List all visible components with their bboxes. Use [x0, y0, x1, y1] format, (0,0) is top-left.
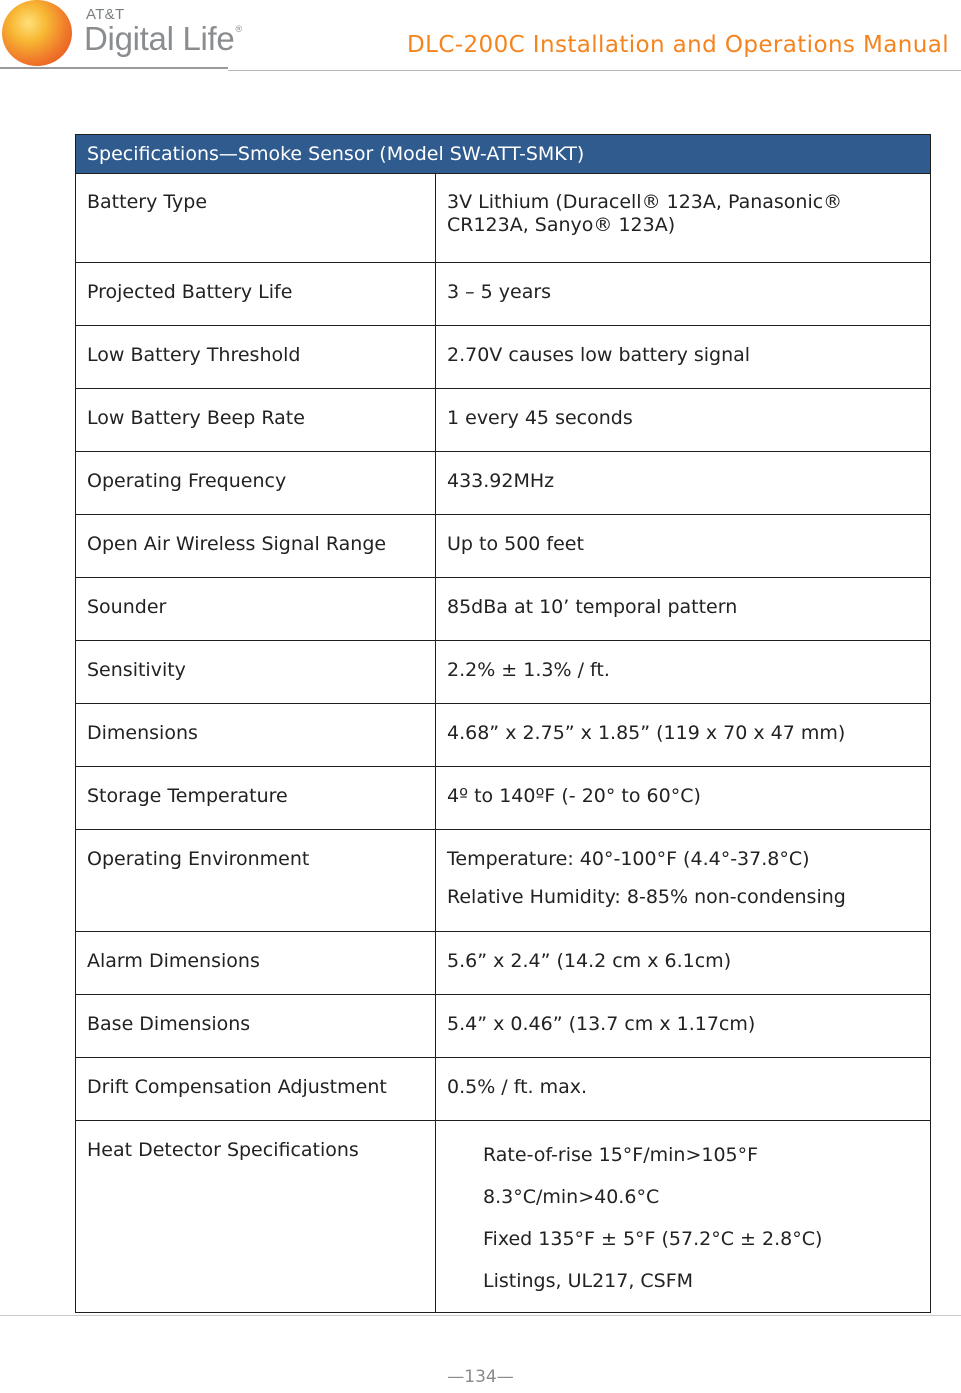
table-row	[76, 641, 931, 704]
spec-value	[436, 452, 931, 515]
table-row	[76, 389, 931, 452]
spec-value-text: 0.5% / ft. max.	[447, 1076, 588, 1098]
spec-label-text: Sensitivity	[87, 659, 186, 681]
table-row	[76, 263, 931, 326]
page-number: —134—	[447, 1367, 514, 1387]
spec-label	[76, 704, 436, 767]
spec-label	[76, 1121, 436, 1313]
page-header	[0, 0, 961, 72]
spec-label-text: Open Air Wireless Signal Range	[87, 533, 387, 555]
spec-table	[75, 134, 931, 1313]
spec-value-text: 433.92MHz	[447, 470, 555, 492]
spec-label	[76, 174, 436, 263]
spec-label-text: Projected Battery Life	[87, 281, 293, 303]
table-row	[76, 830, 931, 932]
spec-value	[436, 515, 931, 578]
spec-label-text: Sounder	[87, 596, 167, 618]
spec-value-text: 2.2% ± 1.3% / ft.	[447, 659, 610, 681]
spec-value	[436, 1121, 931, 1313]
spec-label	[76, 830, 436, 932]
spec-label	[76, 263, 436, 326]
spec-value-line: Rate-of-rise 15°F/min>105°F	[483, 1144, 759, 1166]
att-globe-logo-icon	[2, 0, 72, 66]
spec-value-line: Listings, UL217, CSFM	[483, 1270, 694, 1292]
table-row	[76, 767, 931, 830]
spec-value-text: 5.6” x 2.4” (14.2 cm x 6.1cm)	[447, 950, 732, 972]
spec-value-text: 85dBa at 10’ temporal pattern	[447, 596, 738, 618]
spec-label-text: Heat Detector Specifications	[87, 1139, 359, 1161]
spec-value-text: Up to 500 feet	[447, 533, 584, 555]
spec-table-title: Specifications—Smoke Sensor (Model SW-ATT-SMKT)	[76, 135, 931, 174]
manual-title: DLC-200C Installation and Operations Manual	[407, 32, 949, 58]
header-divider-right	[228, 70, 961, 71]
spec-label-text: Base Dimensions	[87, 1013, 251, 1035]
spec-value-text: 1 every 45 seconds	[447, 407, 633, 429]
spec-value-line: 8.3°C/min>40.6°C	[483, 1186, 660, 1208]
spec-value-text: 2.70V causes low battery signal	[447, 344, 751, 366]
spec-value	[436, 830, 931, 932]
logo-brand-top: AT&T	[86, 6, 125, 23]
spec-value-text: 4.68” x 2.75” x 1.85” (119 x 70 x 47 mm)	[447, 722, 846, 744]
table-row	[76, 326, 931, 389]
spec-value	[436, 174, 931, 263]
spec-value	[436, 932, 931, 995]
spec-label-text: Storage Temperature	[87, 785, 288, 807]
table-row	[76, 1058, 931, 1121]
spec-value	[436, 263, 931, 326]
table-row	[76, 452, 931, 515]
spec-label	[76, 932, 436, 995]
spec-label	[76, 452, 436, 515]
spec-label-text: Dimensions	[87, 722, 198, 744]
table-row	[76, 1121, 931, 1313]
header-divider-left	[0, 67, 228, 69]
spec-value-text: 3 – 5 years	[447, 281, 552, 303]
spec-value-text: 3V Lithium (Duracell® 123A, Panasonic® CR123A, Sanyo® 123A)	[447, 191, 843, 236]
table-row	[76, 932, 931, 995]
spec-value-line: Fixed 135°F ± 5°F (57.2°C ± 2.8°C)	[483, 1228, 823, 1250]
table-row	[76, 704, 931, 767]
spec-value	[436, 389, 931, 452]
spec-label	[76, 515, 436, 578]
spec-label	[76, 389, 436, 452]
registered-mark: ®	[235, 24, 242, 34]
spec-label	[76, 1058, 436, 1121]
spec-label-text: Low Battery Threshold	[87, 344, 301, 366]
spec-value	[436, 704, 931, 767]
spec-value-line: Relative Humidity: 8-85% non-condensing	[447, 886, 846, 908]
footer-divider	[0, 1315, 961, 1316]
logo-brand-name-text: Digital Life	[84, 20, 235, 57]
spec-label-text: Operating Environment	[87, 848, 310, 870]
spec-label-text: Operating Frequency	[87, 470, 287, 492]
spec-label-text: Low Battery Beep Rate	[87, 407, 305, 429]
spec-value	[436, 767, 931, 830]
table-row	[76, 995, 931, 1058]
spec-label	[76, 326, 436, 389]
table-row	[76, 515, 931, 578]
spec-value	[436, 995, 931, 1058]
spec-value	[436, 641, 931, 704]
spec-label	[76, 578, 436, 641]
spec-value-line: Temperature: 40°-100°F (4.4°-37.8°C)	[447, 848, 810, 870]
spec-value-text: 5.4” x 0.46” (13.7 cm x 1.17cm)	[447, 1013, 756, 1035]
spec-label	[76, 767, 436, 830]
spec-label	[76, 995, 436, 1058]
logo-brand-name	[84, 20, 242, 58]
spec-label-text: Battery Type	[87, 191, 208, 213]
spec-value	[436, 326, 931, 389]
spec-value	[436, 578, 931, 641]
spec-value-text: 4º to 140ºF (- 20° to 60°C)	[447, 785, 701, 807]
spec-value	[436, 1058, 931, 1121]
spec-label	[76, 641, 436, 704]
spec-label-text: Alarm Dimensions	[87, 950, 260, 972]
spec-table-header-row	[76, 135, 931, 174]
table-row	[76, 174, 931, 263]
spec-label-text: Drift Compensation Adjustment	[87, 1076, 387, 1098]
table-row	[76, 578, 931, 641]
